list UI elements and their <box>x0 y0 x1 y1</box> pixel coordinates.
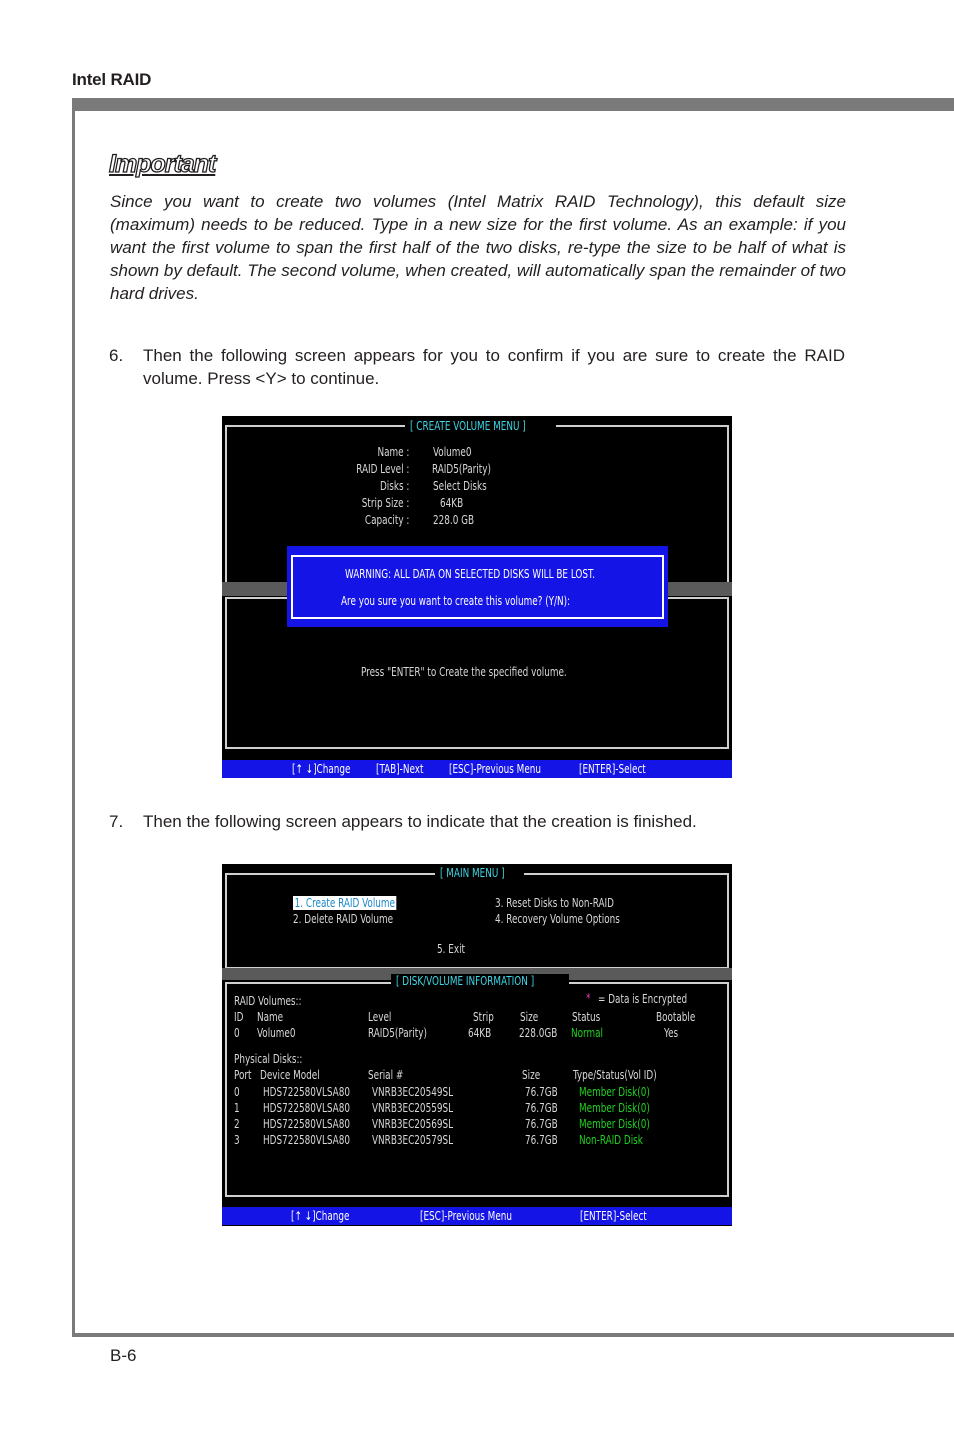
disk-port: 0 <box>234 1085 240 1099</box>
disk-status: Member Disk(0) <box>579 1101 650 1115</box>
col-header-type-status: Type/Status(Vol ID) <box>573 1068 657 1082</box>
key-change: [↑ ↓]Change <box>291 1209 350 1223</box>
col-header-strip: Strip <box>473 1010 494 1024</box>
warning-dialog-border <box>291 555 664 619</box>
col-header-device-model: Device Model <box>260 1068 320 1082</box>
col-header-id: ID <box>234 1010 244 1024</box>
volume-id: 0 <box>234 1026 240 1040</box>
key-select: [ENTER]-Select <box>579 762 646 776</box>
help-text: Press "ENTER" to Create the specified volume. <box>361 665 567 679</box>
field-label-strip-size: Strip Size : <box>361 496 410 510</box>
key-help-bar <box>222 760 732 778</box>
field-value-strip-size: 64KB <box>440 496 464 510</box>
field-value-raid-level: RAID5(Parity) <box>432 462 491 476</box>
volume-strip: 64KB <box>468 1026 492 1040</box>
col-header-bootable: Bootable <box>656 1010 696 1024</box>
step-number: 6. <box>109 346 124 365</box>
warning-confirm-prompt[interactable]: Are you sure you want to create this volume? (Y/N): <box>341 594 571 608</box>
bottom-rule <box>72 1333 954 1337</box>
header-bar <box>72 98 954 111</box>
disk-serial: VNRB3EC20579SL <box>372 1133 454 1147</box>
disk-size: 76.7GB <box>525 1133 558 1147</box>
col-header-level: Level <box>368 1010 392 1024</box>
key-previous-menu: [ESC]-Previous Menu <box>449 762 542 776</box>
create-volume-title: [ CREATE VOLUME MENU ] <box>405 419 556 433</box>
disk-size: 76.7GB <box>525 1085 558 1099</box>
warning-line-1: WARNING: ALL DATA ON SELECTED DISKS WILL BE LOST. <box>345 567 596 581</box>
step-text: Then the following screen appears to indicate that the creation is finished. <box>143 812 697 831</box>
field-label-disks: Disks : <box>379 479 410 493</box>
disk-serial: VNRB3EC20559SL <box>372 1101 454 1115</box>
key-previous-menu: [ESC]-Previous Menu <box>420 1209 513 1223</box>
page-number: B-6 <box>110 1346 137 1365</box>
disk-port: 3 <box>234 1133 240 1147</box>
volume-bootable: Yes <box>664 1026 679 1040</box>
volume-level: RAID5(Parity) <box>368 1026 427 1040</box>
key-next: [TAB]-Next <box>376 762 424 776</box>
col-header-port: Port <box>234 1068 252 1082</box>
key-change: [↑ ↓]Change <box>292 762 351 776</box>
volume-status: Normal <box>571 1026 604 1040</box>
encrypted-star-icon: * <box>586 991 591 1005</box>
encrypted-note: = Data is Encrypted <box>598 992 688 1006</box>
disk-model: HDS722580VLSA80 <box>263 1117 350 1131</box>
important-text: Since you want to create two volumes (Intel Matrix RAID Technology), this default size (maximum) needs to be reduced. Type in a new size for the first volume. As an example: if you want the first volume to span the first half of the two disks, re-type the size to be half of what is shown by default. The second volume, when created, will automatically span the remainder of two hard drives. <box>110 192 846 303</box>
disk-port: 2 <box>234 1117 240 1131</box>
left-rule <box>72 111 75 1337</box>
key-help-bar <box>222 1207 732 1225</box>
disk-status: Non-RAID Disk <box>579 1133 643 1147</box>
disk-status: Member Disk(0) <box>579 1117 650 1131</box>
col-header-status: Status <box>572 1010 601 1024</box>
menu-item-create-raid-volume[interactable]: 1. Create RAID Volume <box>294 896 396 910</box>
disk-serial: VNRB3EC20569SL <box>372 1117 454 1131</box>
step-7 <box>109 810 845 833</box>
main-menu-title: [ MAIN MENU ] <box>435 866 524 880</box>
col-header-size: Size <box>520 1010 539 1024</box>
important-heading: Important <box>109 150 216 178</box>
field-label-name: Name : <box>377 445 410 459</box>
col-header-disk-size: Size <box>522 1068 541 1082</box>
menu-item-exit[interactable]: 5. Exit <box>437 942 466 956</box>
field-value-disks: Select Disks <box>433 479 487 493</box>
field-value-capacity: 228.0 GB <box>433 513 475 527</box>
menu-item-recovery-options[interactable]: 4. Recovery Volume Options <box>495 912 620 926</box>
field-value-name: Volume0 <box>433 445 472 459</box>
physical-disks-label: Physical Disks:: <box>234 1052 303 1066</box>
step-6 <box>109 344 845 390</box>
disk-size: 76.7GB <box>525 1117 558 1131</box>
disk-model: HDS722580VLSA80 <box>263 1101 350 1115</box>
disk-serial: VNRB3EC20549SL <box>372 1085 454 1099</box>
volume-size: 228.0GB <box>519 1026 558 1040</box>
field-label-raid-level: RAID Level : <box>356 462 410 476</box>
menu-item-reset-disks[interactable]: 3. Reset Disks to Non-RAID <box>495 896 614 910</box>
volume-name: Volume0 <box>257 1026 296 1040</box>
step-number: 7. <box>109 812 124 831</box>
menu-item-delete-raid-volume[interactable]: 2. Delete RAID Volume <box>293 912 394 926</box>
raid-volumes-label: RAID Volumes:: <box>234 994 302 1008</box>
disk-status: Member Disk(0) <box>579 1085 650 1099</box>
col-header-name: Name <box>257 1010 284 1024</box>
disk-model: HDS722580VLSA80 <box>263 1133 350 1147</box>
section-title: Intel RAID <box>72 70 152 89</box>
warning-dialog <box>287 546 668 627</box>
field-label-capacity: Capacity : <box>364 513 410 527</box>
create-volume-screen <box>222 416 732 778</box>
disk-model: HDS722580VLSA80 <box>263 1085 350 1099</box>
key-select: [ENTER]-Select <box>580 1209 647 1223</box>
disk-size: 76.7GB <box>525 1101 558 1115</box>
disk-volume-info-title: [ DISK/VOLUME INFORMATION ] <box>391 974 569 988</box>
disk-port: 1 <box>234 1101 240 1115</box>
col-header-serial: Serial # <box>368 1068 404 1082</box>
main-menu-screen <box>222 864 732 1226</box>
step-text: Then the following screen appears for you to confirm if you are sure to create the RAID volume. Press <Y> to continue. <box>143 346 845 388</box>
